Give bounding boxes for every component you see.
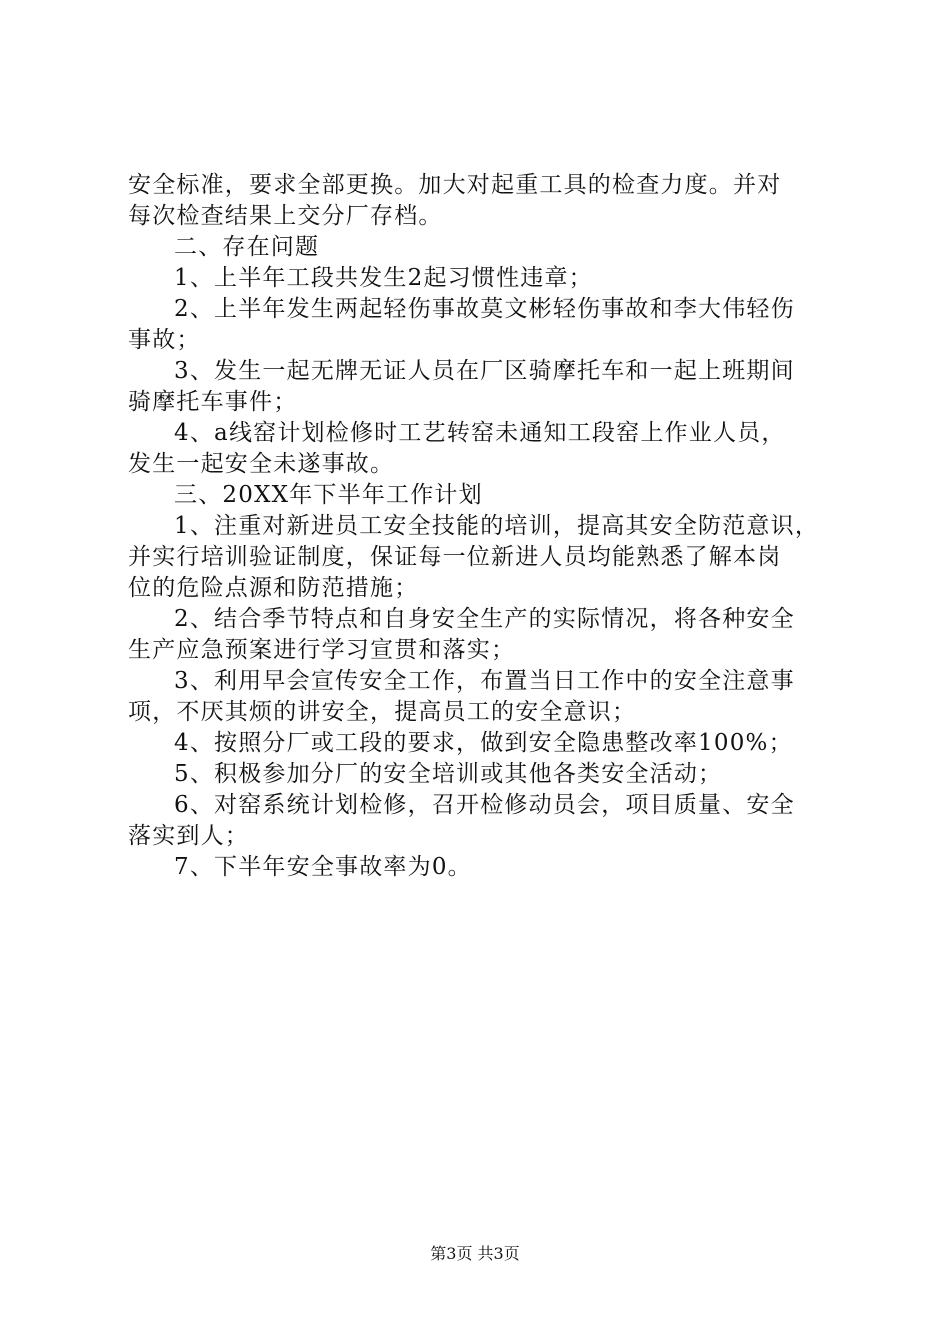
text-line: 并实行培训验证制度，保证每一位新进人员均能熟悉了解本岗 — [128, 544, 782, 570]
section-heading: 三、20XX年下半年工作计划 — [174, 482, 483, 508]
text-line: 每次检查结果上交分厂存档。 — [128, 203, 443, 229]
page-number: 第3页 共3页 — [430, 1244, 520, 1263]
list-item: 4、按照分厂或工段的要求，做到安全隐患整改率100%； — [174, 730, 793, 756]
list-item: 4、a线窑计划检修时工艺转窑未通知工段窑上作业人员， — [174, 420, 786, 446]
text-line: 安全标准，要求全部更换。加大对起重工具的检查力度。并对 — [128, 172, 782, 198]
list-item: 7、下半年安全事故率为0。 — [174, 854, 472, 880]
list-item: 3、发生一起无牌无证人员在厂区骑摩托车和一起上班期间 — [174, 358, 795, 384]
list-item: 2、结合季节特点和自身安全生产的实际情况，将各种安全 — [174, 606, 795, 632]
text-line: 位的危险点源和防范措施； — [128, 575, 419, 601]
list-item: 1、注重对新进员工安全技能的培训，提高其安全防范意识， — [174, 513, 820, 539]
text-line: 发生一起安全未遂事故。 — [128, 451, 395, 477]
list-item: 5、积极参加分厂的安全培训或其他各类安全活动； — [174, 761, 723, 787]
text-line: 事故； — [128, 327, 201, 353]
document-body — [128, 170, 828, 883]
text-line: 生产应急预案进行学习宣贯和落实； — [128, 637, 516, 663]
list-item: 1、上半年工段共发生2起习惯性违章； — [174, 265, 593, 291]
text-line: 落实到人； — [128, 823, 249, 849]
list-item: 2、上半年发生两起轻伤事故莫文彬轻伤事故和李大伟轻伤 — [174, 296, 795, 322]
list-item: 6、对窑系统计划检修，召开检修动员会，项目质量、安全 — [174, 792, 795, 818]
text-line: 骑摩托车事件； — [128, 389, 298, 415]
text-line: 项，不厌其烦的讲安全，提高员工的安全意识； — [128, 699, 637, 725]
list-item: 3、利用早会宣传安全工作，布置当日工作中的安全注意事 — [174, 668, 795, 694]
section-heading: 二、存在问题 — [174, 234, 320, 260]
